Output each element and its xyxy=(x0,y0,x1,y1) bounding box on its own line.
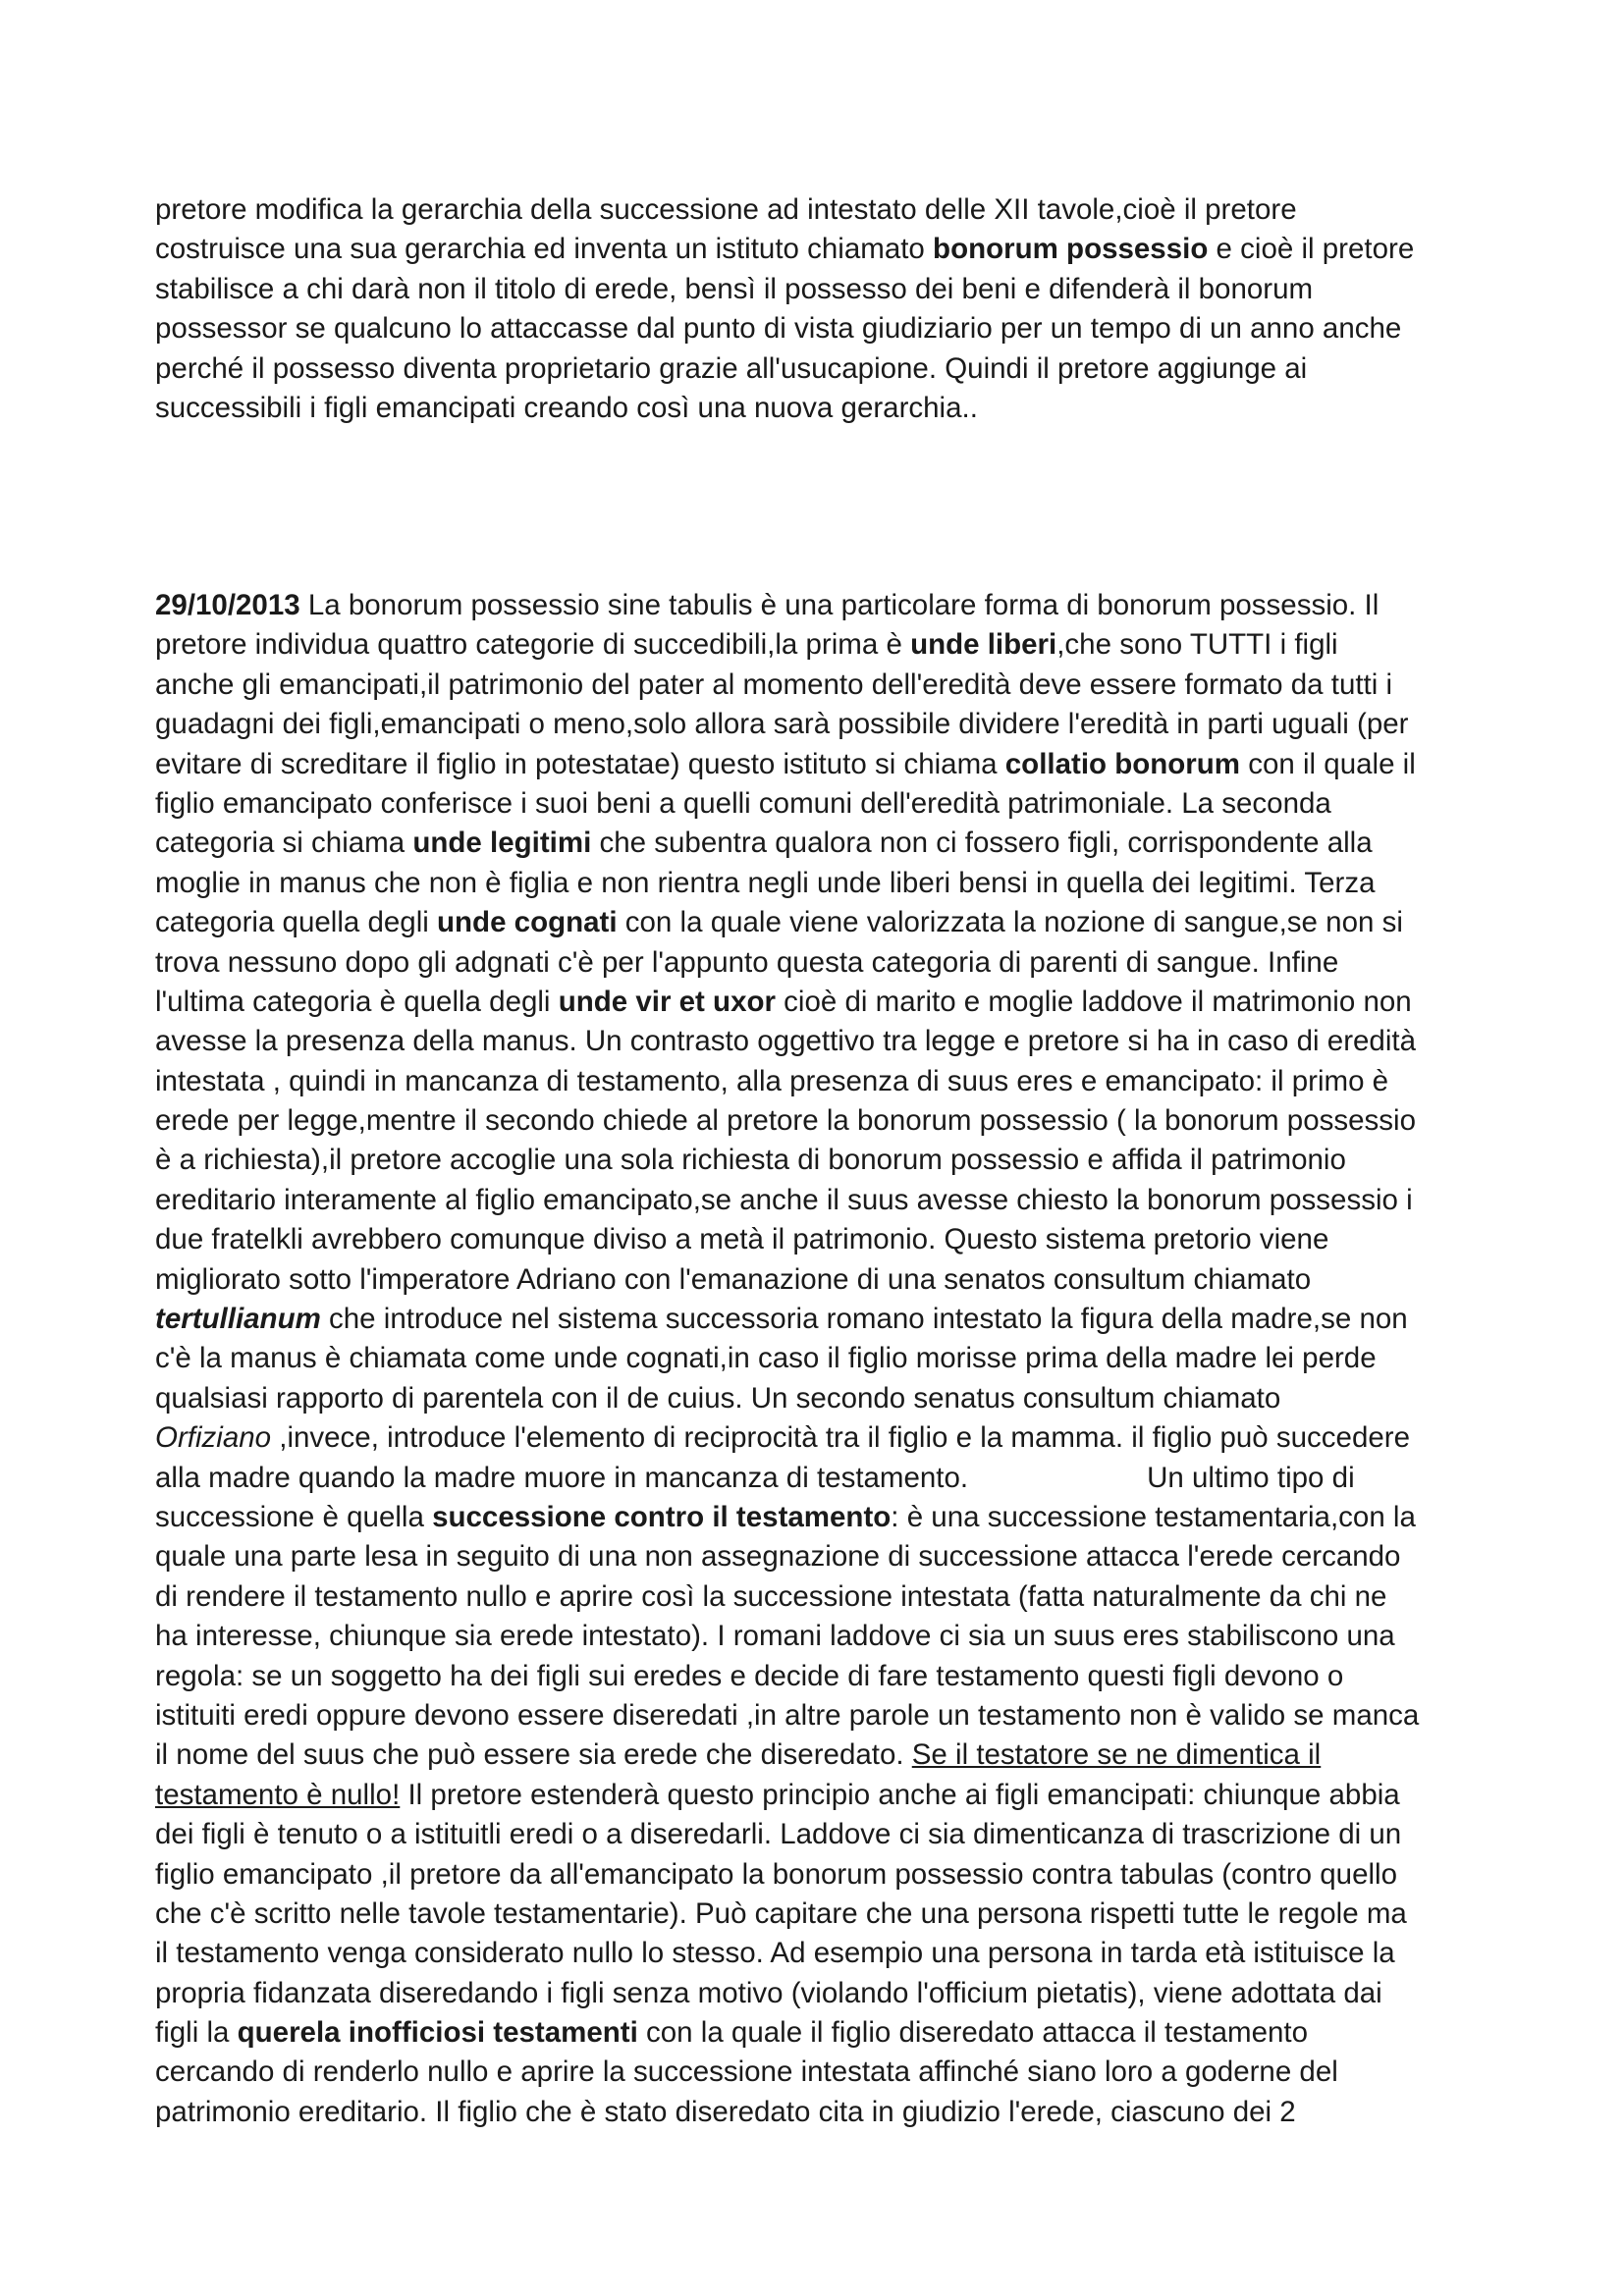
text-line xyxy=(155,1537,1471,1576)
text-run: è a richiesta),il pretore accoglie una sola richiesta di bonorum possessio e affida il patrimonio xyxy=(155,1144,1346,1177)
text-run: cioè di marito e moglie laddove il matrimonio non xyxy=(775,985,1412,1018)
text-run: qualsiasi rapporto di parentela con il de cuius. Un secondo senatus consultum chiamato xyxy=(155,1381,1281,1415)
text-line xyxy=(155,2053,1471,2092)
text-run: con la quale viene valorizzata la nozione di sangue,se non si xyxy=(617,906,1403,939)
text-run: alla madre quando la madre muore in mancanza di testamento. xyxy=(155,1461,969,1494)
text-run: ,invece, introduce l'elemento di reciprocità tra il figlio e la mamma. il figlio può succedere xyxy=(271,1421,1410,1455)
text-run: pretore modifica la gerarchia della successione ad intestato delle XII tavole,cioè il pretore xyxy=(155,193,1297,226)
text-run: ,che sono TUTTI i figli xyxy=(1056,628,1338,662)
text-line xyxy=(155,745,1471,784)
text-line xyxy=(155,705,1471,744)
text-run: due fratelkli avrebbero comunque diviso a metà il patrimonio. Questo sistema pretorio viene xyxy=(155,1223,1329,1256)
text-run: successibili i figli emancipati creando così una nuova gerarchia.. xyxy=(155,391,978,424)
text-run: stabilisce a chi darà non il titolo di erede, bensì il possesso dei beni e difenderà il bonorum xyxy=(155,272,1314,305)
text-run: : è una successione testamentaria,con la xyxy=(891,1500,1416,1533)
text-line xyxy=(155,1855,1471,1895)
bold-term: collatio bonorum xyxy=(1004,747,1241,780)
text-run: pretore individua quattro categorie di succedibili,la prima è xyxy=(155,628,911,662)
paragraph-bonorum-possessio xyxy=(155,190,1471,428)
text-line xyxy=(155,1339,1471,1378)
text-run: l'ultima categoria è quella degli xyxy=(155,985,559,1018)
text-line xyxy=(155,1300,1471,1339)
text-line xyxy=(155,1974,1471,2013)
text-line xyxy=(155,1617,1471,1656)
text-line xyxy=(155,666,1471,705)
text-line xyxy=(155,1776,1471,1815)
text-run: guadagni dei figli,emancipati o meno,solo allora sarà possibile dividere l'eredità in parti uguali (per xyxy=(155,708,1409,741)
text-run: migliorato sotto l'imperatore Adriano con l'emanazione di una senatos consultum chiamato xyxy=(155,1262,1312,1296)
text-run: cercando di renderlo nullo e aprire la successione intestata affinché siano loro a goderne del xyxy=(155,2056,1338,2089)
text-line xyxy=(155,1181,1471,1220)
text-run: dei figli è tenuto o a istituitli eredi o a diseredarli. Laddove ci sia dimenticanza di trascrizione di un xyxy=(155,1818,1402,1851)
text-run: costruisce una sua gerarchia ed inventa un istituto chiamato xyxy=(155,233,934,266)
text-line xyxy=(155,784,1471,824)
bold-term: 29/10/2013 xyxy=(155,589,300,621)
text-run: evitare di screditare il figlio in potestatae) questo istituto si chiama xyxy=(155,747,1005,780)
text-run: il testamento venga considerato nullo lo stesso. Ad esempio una persona in tarda età istituisce la xyxy=(155,1937,1395,1970)
text-line xyxy=(155,625,1471,665)
text-line xyxy=(155,1260,1471,1300)
text-line xyxy=(155,1459,1471,1498)
text-line xyxy=(155,1657,1471,1696)
bold-term: bonorum possessio xyxy=(933,233,1209,266)
text-run: figlio emancipato conferisce i suoi beni a quelli comuni dell'eredità patrimoniale. La seconda xyxy=(155,786,1331,820)
text-line xyxy=(155,864,1471,903)
text-run: avesse la presenza della manus. Un contrasto oggettivo tra legge e pretore si ha in caso di eredità xyxy=(155,1025,1416,1058)
text-run: La bonorum possessio sine tabulis è una particolare forma di bonorum possessio. Il xyxy=(299,589,1380,621)
text-line xyxy=(155,309,1471,348)
text-run: possessor se qualcuno lo attaccasse dal punto di vista giudiziario per un tempo di un anno anche xyxy=(155,312,1402,346)
text-line xyxy=(155,349,1471,389)
text-run: che introduce nel sistema successoria romano intestato la figura della madre,se non xyxy=(320,1303,1408,1336)
text-line xyxy=(155,1022,1471,1061)
text-line xyxy=(155,1815,1471,1854)
text-line xyxy=(155,2093,1471,2132)
text-line xyxy=(155,2013,1471,2053)
text-run: perché il possesso diventa proprietario grazie all'usucapione. Quindi il pretore aggiunge ai xyxy=(155,351,1308,385)
text-run: istituiti eredi oppure devono essere diseredati ,in altre parole un testamento non è valido se manca xyxy=(155,1698,1420,1732)
text-line xyxy=(155,1577,1471,1617)
text-run: quale una parte lesa in seguito di una non assegnazione di successione attacca l'erede cercando xyxy=(155,1540,1401,1574)
text-run: che c'è scritto nelle tavole testamentarie). Può capitare che una persona rispetti tutte le regole ma xyxy=(155,1896,1407,1930)
text-line xyxy=(155,903,1471,942)
text-run: categoria quella degli xyxy=(155,906,438,939)
text-run: moglie in manus che non è figlia e non rientra negli unde liberi bensi in quella dei legitimi. Terza xyxy=(155,866,1376,899)
text-line xyxy=(155,389,1471,428)
text-line xyxy=(155,1101,1471,1141)
text-line xyxy=(155,1220,1471,1259)
text-run: successione è quella xyxy=(155,1500,433,1533)
text-run: Il pretore estenderà questo principio anche ai figli emancipati: chiunque abbia xyxy=(400,1778,1400,1811)
underlined-text: testamento è nullo! xyxy=(155,1778,401,1811)
text-run: c'è la manus è chiamata come unde cognati,in caso il figlio morisse prima della madre lei perde xyxy=(155,1342,1377,1375)
text-run: categoria si chiama xyxy=(155,827,413,860)
text-run: Un ultimo tipo di xyxy=(1147,1461,1355,1494)
bold-term: unde legitimi xyxy=(412,827,592,860)
text-line xyxy=(155,1379,1471,1418)
text-run: e cioè il pretore xyxy=(1208,233,1415,266)
text-run: anche gli emancipati,il patrimonio del pater al momento dell'eredità deve essere formato da tutti i xyxy=(155,667,1393,701)
text-run: intestata , quindi in mancanza di testamento, alla presenza di suus eres e emancipato: il primo è xyxy=(155,1064,1389,1097)
text-line xyxy=(155,1696,1471,1735)
text-line xyxy=(155,1895,1471,1934)
text-run: figli la xyxy=(155,2016,238,2050)
text-line xyxy=(155,1498,1471,1537)
text-run: il nome del suus che può essere sia erede che diseredato. xyxy=(155,1738,912,1772)
bold-term: unde cognati xyxy=(437,906,618,939)
text-line xyxy=(155,1735,1471,1775)
text-run: di rendere il testamento nullo e aprire così la successione intestata (fatta naturalmente da chi ne xyxy=(155,1579,1387,1613)
text-line xyxy=(155,1062,1471,1101)
text-line xyxy=(155,824,1471,863)
bold-term: tertullianum xyxy=(155,1303,321,1336)
text-line xyxy=(155,586,1471,625)
text-line xyxy=(155,943,1471,983)
text-run: trova nessuno dopo gli adgnati c'è per l'appunto questa categoria di parenti di sangue. Infine xyxy=(155,945,1339,979)
bold-term: successione contro il testamento xyxy=(432,1500,892,1533)
text-line xyxy=(155,983,1471,1022)
text-run: regola: se un soggetto ha dei figli sui eredes e decide di fare testamento questi figli devono o xyxy=(155,1659,1344,1692)
underlined-text: Se il testatore se ne dimentica il xyxy=(911,1738,1322,1772)
text-line xyxy=(155,1934,1471,1973)
text-run: propria fidanzata diseredando i figli senza motivo (violando l'officium pietatis), viene adottata dai xyxy=(155,1976,1382,2009)
text-run: erede per legge,mentre il secondo chiede al pretore la bonorum possessio ( la bonorum possessio xyxy=(155,1104,1416,1138)
paragraph-29-10-2013 xyxy=(155,586,1471,2132)
text-run: patrimonio ereditario. Il figlio che è stato diseredato cita in giudizio l'erede, ciascuno dei 2 xyxy=(155,2095,1296,2128)
text-run: ereditario interamente al figlio emancipato,se anche il suus avesse chiesto la bonorum possessio i xyxy=(155,1183,1413,1216)
text-run: con la quale il figlio diseredato attacca il testamento xyxy=(637,2016,1308,2050)
text-run: figlio emancipato ,il pretore da all'emancipato la bonorum possessio contra tabulas (contro quello xyxy=(155,1857,1398,1891)
text-run: che subentra qualora non ci fossero figli, corrispondente alla xyxy=(591,827,1373,860)
text-line xyxy=(155,270,1471,309)
italic-term: Orfiziano xyxy=(155,1421,272,1455)
text-run: con il quale il xyxy=(1240,747,1416,780)
text-line xyxy=(155,190,1471,230)
text-line xyxy=(155,230,1471,269)
bold-term: unde liberi xyxy=(910,628,1057,662)
text-line xyxy=(155,1418,1471,1458)
text-run: ha interesse, chiunque sia erede intestato). I romani laddove ci sia un suus eres stabiliscono una xyxy=(155,1620,1395,1653)
bold-term: unde vir et uxor xyxy=(558,985,776,1018)
text-line xyxy=(155,1141,1471,1180)
bold-term: querela inofficiosi testamenti xyxy=(237,2016,638,2050)
